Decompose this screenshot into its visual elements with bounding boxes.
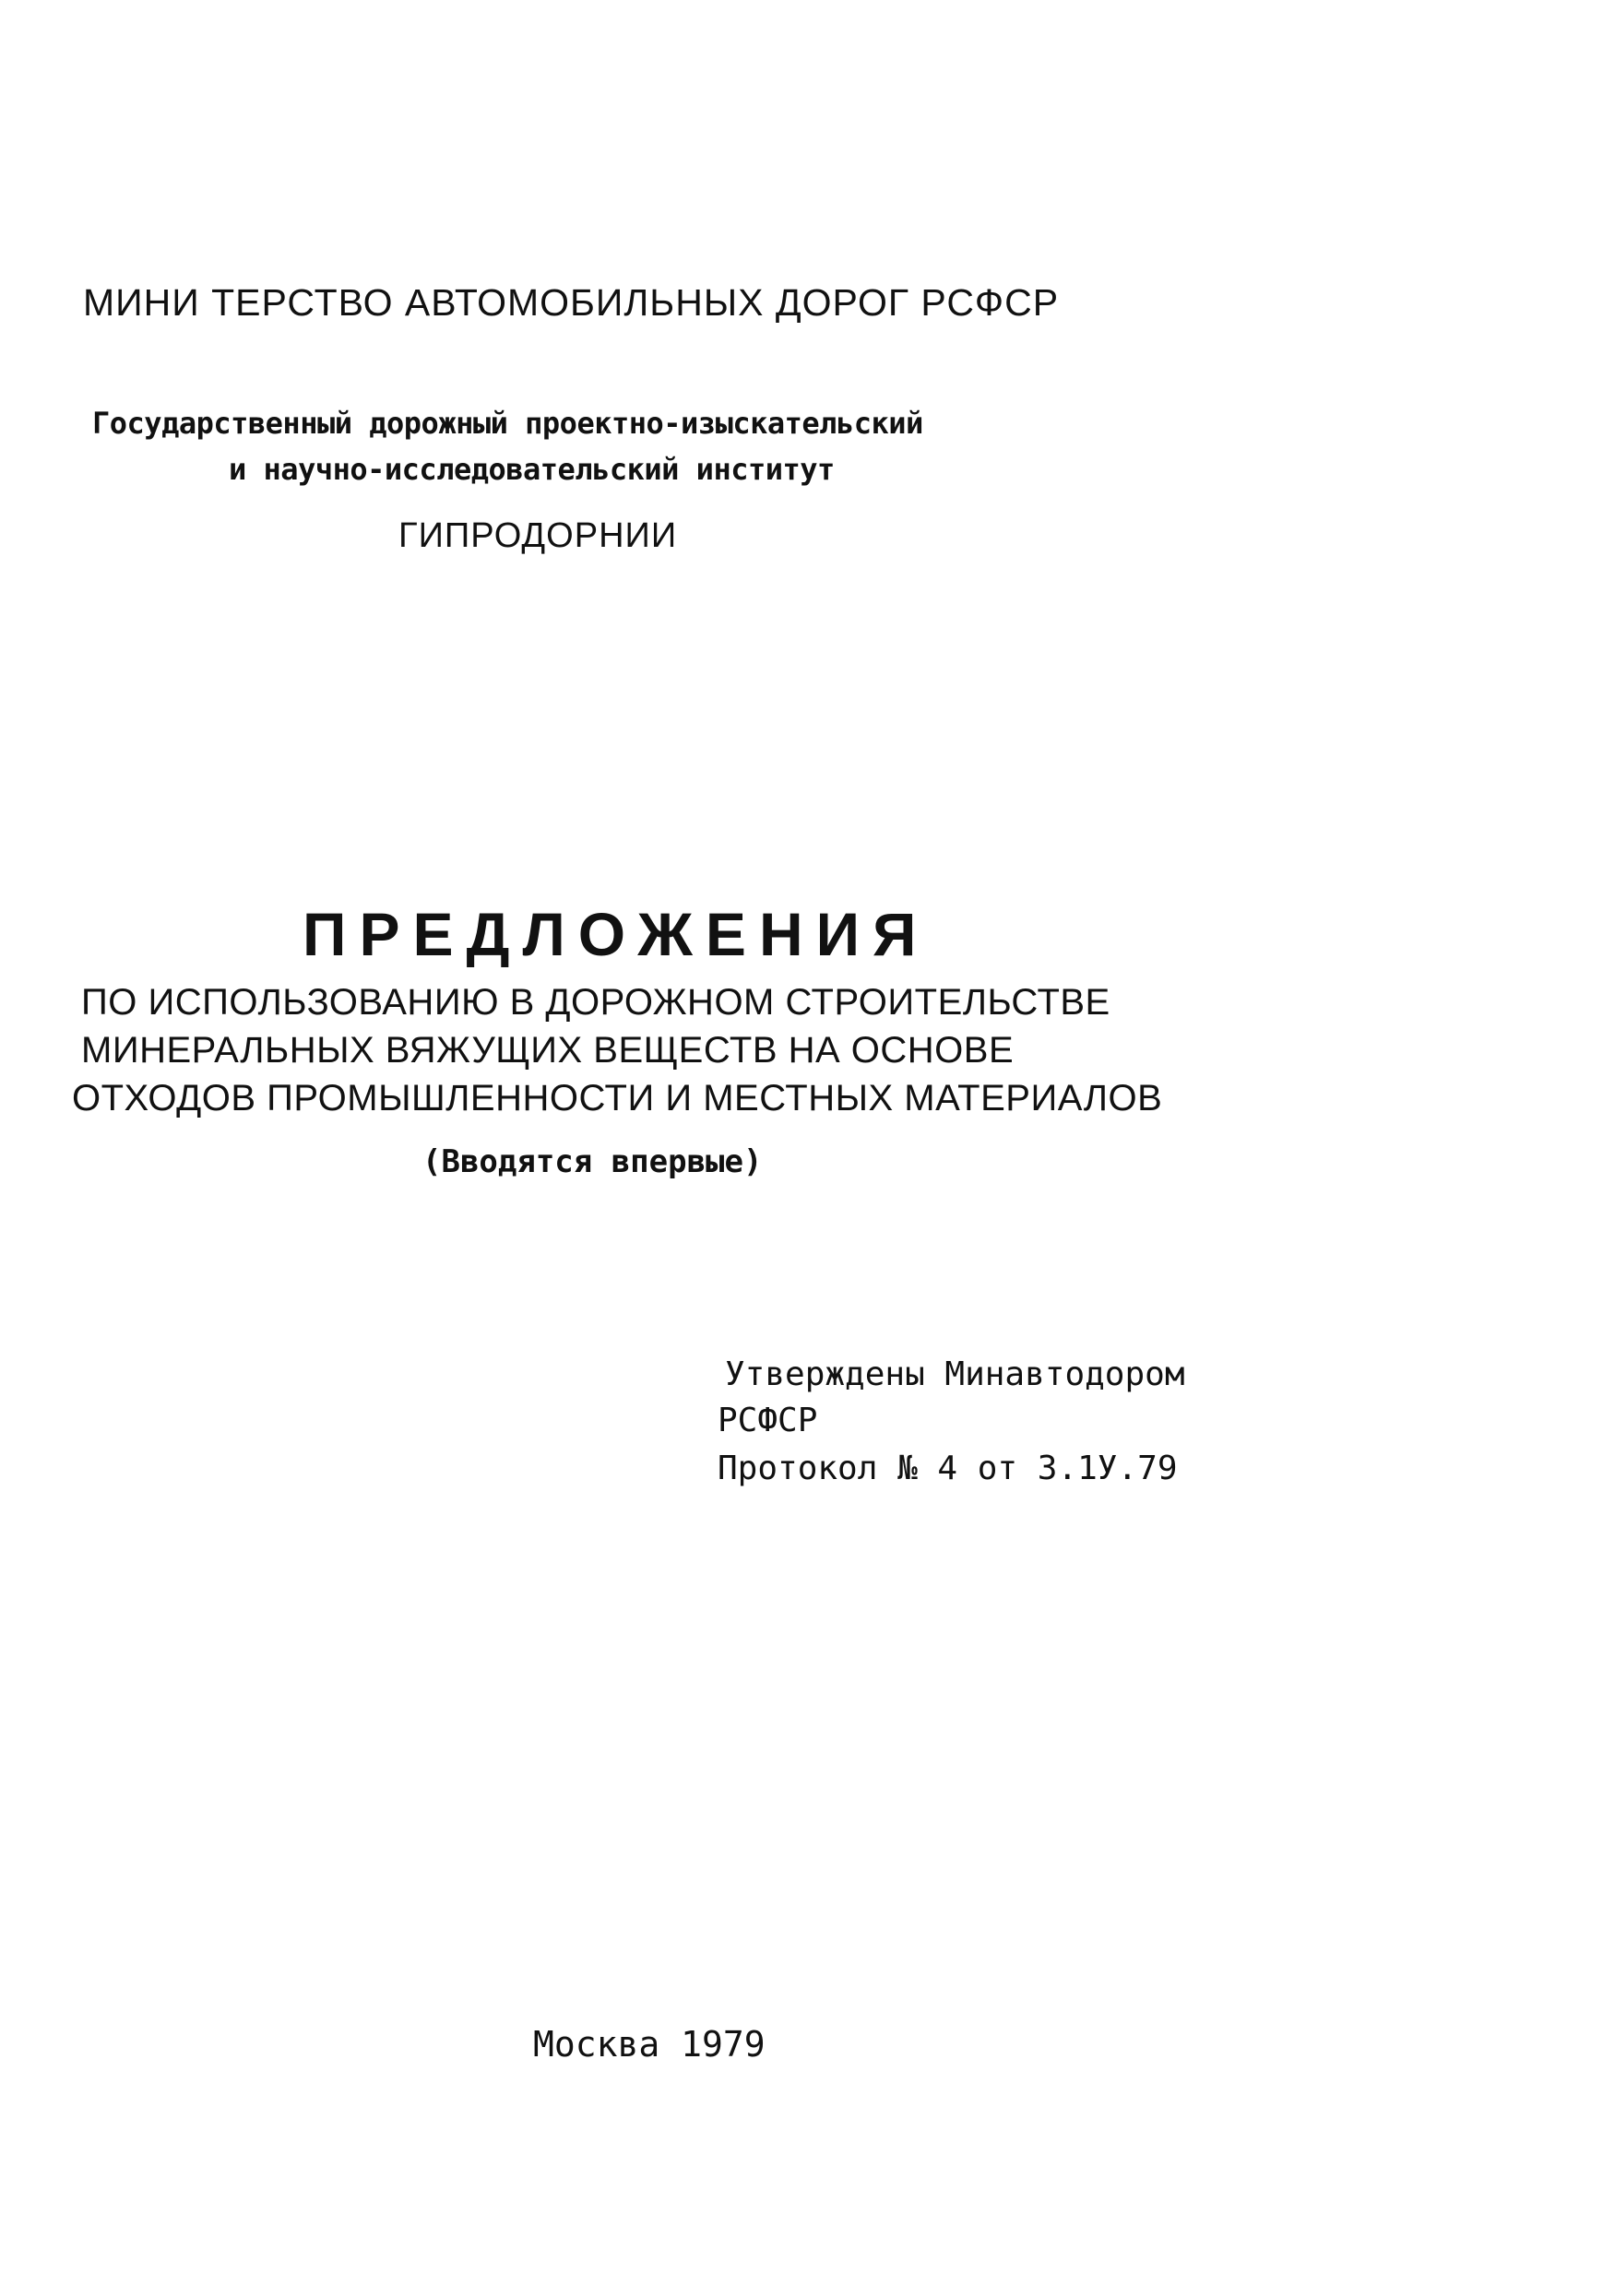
subtitle-line-2: МИНЕРАЛЬНЫХ ВЯЖУЩИХ ВЕЩЕСТВ НА ОСНОВЕ	[81, 1030, 1015, 1071]
subtitle-line-1: ПО ИСПОЛЬЗОВАНИЮ В ДОРОЖНОМ СТРОИТЕЛЬСТВЕ	[81, 982, 1110, 1023]
introduction-note: (Вводятся впервые)	[422, 1143, 763, 1180]
approval-line-1: Утверждены Минавтодором	[725, 1355, 1185, 1393]
institute-acronym: ГИПРОДОРНИИ	[398, 516, 678, 555]
ministry-name: МИНИ ТЕРСТВО АВТОМОБИЛЬНЫХ ДОРОГ РСФСР	[83, 281, 1060, 324]
subtitle-line-3: ОТХОДОВ ПРОМЫШЛЕННОСТИ И МЕСТНЫХ МАТЕРИАЛОВ	[72, 1078, 1163, 1118]
institute-name-line-2: и научно-исследовательский институт	[229, 452, 835, 487]
institute-name-line-1: Государственный дорожный проектно-изыскательский	[92, 406, 923, 441]
approval-line-2: РСФСР	[718, 1402, 818, 1439]
approval-line-3: Протокол № 4 от 3.1У.79	[718, 1450, 1178, 1487]
place-and-year: Москва 1979	[533, 2024, 766, 2065]
document-title: ПРЕДЛОЖЕНИЯ	[303, 900, 930, 968]
